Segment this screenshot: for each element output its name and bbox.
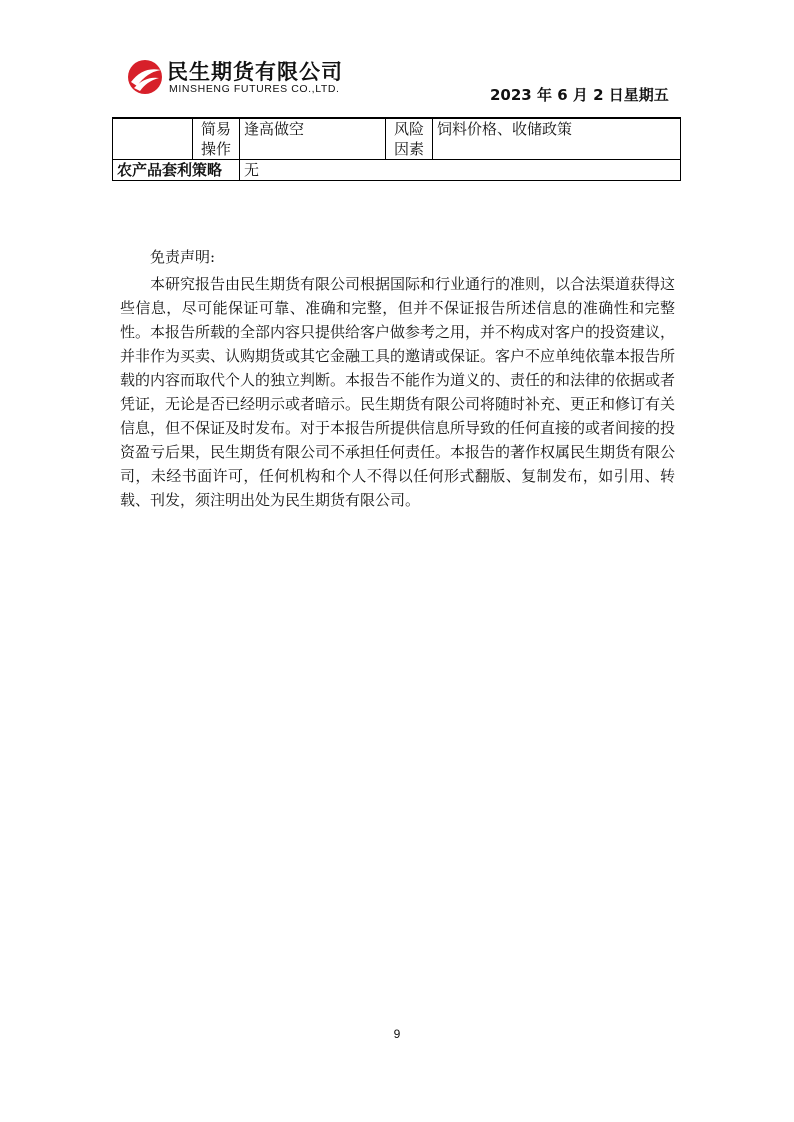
logo-chinese-name: 民生期货有限公司 bbox=[167, 60, 343, 84]
page-number: 9 bbox=[393, 1027, 401, 1041]
arbitrage-strategy-label: 农产品套利策略 bbox=[113, 160, 240, 181]
disclaimer-body: 本研究报告由民生期货有限公司根据国际和行业通行的准则，以合法渠道获得这些信息，尽可能保证可靠、准确和完整，但并不保证报告所述信息的准确性和完整性。本报告所载的全部内容只提供给客户做参考之用，并不构成对客户的投资建议，并非作为买卖、认购期货或其它金融工具的邀请或保证。客户不应单纯依靠本报告所载的内容而取代个人的独立判断。本报告不能作为道义的、责任的和法律的依据或者凭证，无论是否已经明示或者暗示。民生期货有限公司将随时补充、更正和修订有关信息，但不保证及时发布。对于本报告所提供信息所导致的任何直接的或者间接的投资盈亏后果，民生期货有限公司不承担任何责任。本报告的著作权属民生期货有限公司，未经书面许可，任何机构和个人不得以任何形式翻版、复制发布，如引用、转载、刊发，须注明出处为民生期货有限公司。 bbox=[120, 275, 676, 509]
table-row bbox=[113, 119, 681, 160]
strategy-table bbox=[112, 118, 681, 181]
company-logo bbox=[125, 56, 365, 100]
empty-cell bbox=[113, 119, 193, 160]
risk-factors-label: 风险因素 bbox=[386, 119, 433, 160]
simple-operation-label: 简易操作 bbox=[193, 119, 240, 160]
minsheng-logo-icon bbox=[125, 58, 165, 96]
report-date: 2023 年 6 月 2 日星期五 bbox=[490, 86, 669, 104]
logo-english-name: MINSHENG FUTURES CO.,LTD. bbox=[169, 83, 340, 95]
risk-factors-value: 饲料价格、收储政策 bbox=[433, 119, 681, 160]
simple-operation-value: 逢高做空 bbox=[240, 119, 386, 160]
disclaimer-title: 免责声明: bbox=[150, 248, 216, 266]
arbitrage-strategy-value: 无 bbox=[240, 160, 681, 181]
table-row bbox=[113, 160, 681, 181]
